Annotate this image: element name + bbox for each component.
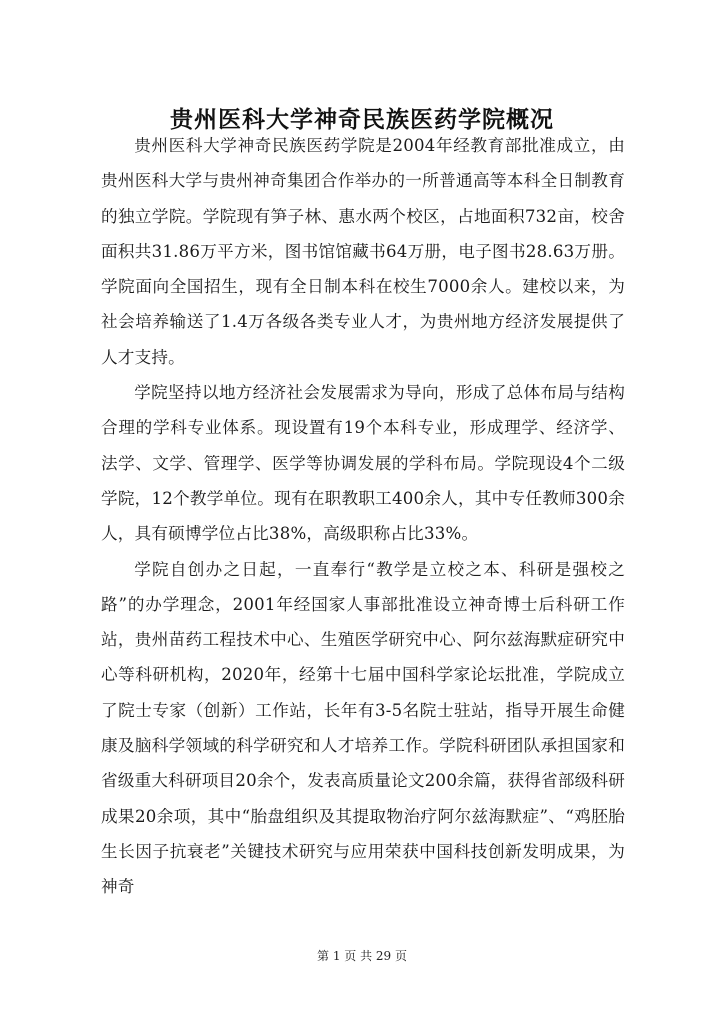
document-body — [101, 128, 625, 905]
page-title: 贵州医科大学神奇民族医药学院概况 — [170, 107, 554, 134]
paragraph-disciplines: 学院坚持以地方经济社会发展需求为导向，形成了总体布局与结构合理的学科专业体系。现设置有19个本科专业，形成理学、经济学、法学、文学、管理学、医学等协调发展的学科布局。学院现设4个二级学院，12个教学单位。现有在职教职工400余人，其中专任教师300余人，具有硕博学位占比38%，高级职称占比33%。 — [101, 383, 625, 544]
page-number: 第 1 页 共 29 页 — [317, 949, 407, 963]
page-footer — [0, 948, 724, 964]
paragraph-research: 学院自创办之日起，一直奉行“教学是立校之本、科研是强校之路”的办学理念，2001年经国家人事部批准设立神奇博士后科研工作站，贵州苗药工程技术中心、生殖医学研究中心、阿尔兹海默症研究中心等科研机构，2020年，经第十七届中国科学家论坛批准，学院成立了院士专家（创新）工作站，长年有3-5名院士驻站，指导开展生命健康及脑科学领域的科学研究和人才培养工作。学院科研团队承担国家和省级重大科研项目20余个，发表高质量论文200余篇，获得省部级科研成果20余项，其中“胎盘组织及其提取物治疗阿尔兹海默症”、“鸡胚胎生长因子抗衰老”关键技术研究与应用荣获中国科技创新发明成果，为神奇 — [101, 559, 626, 897]
paragraph-overview: 贵州医科大学神奇民族医药学院是2004年经教育部批准成立，由贵州医科大学与贵州神奇集团合作举办的一所普通高等本科全日制教育的独立学院。学院现有笋子林、惠水两个校区，占地面积732亩，校舍面积共31.86万平方米，图书馆馆藏书64万册，电子图书28.63万册。学院面向全国招生，现有全日制本科在校生7000余人。建校以来，为社会培养输送了1.4万各级各类专业人才，为贵州地方经济发展提供了人才支持。 — [101, 136, 625, 367]
